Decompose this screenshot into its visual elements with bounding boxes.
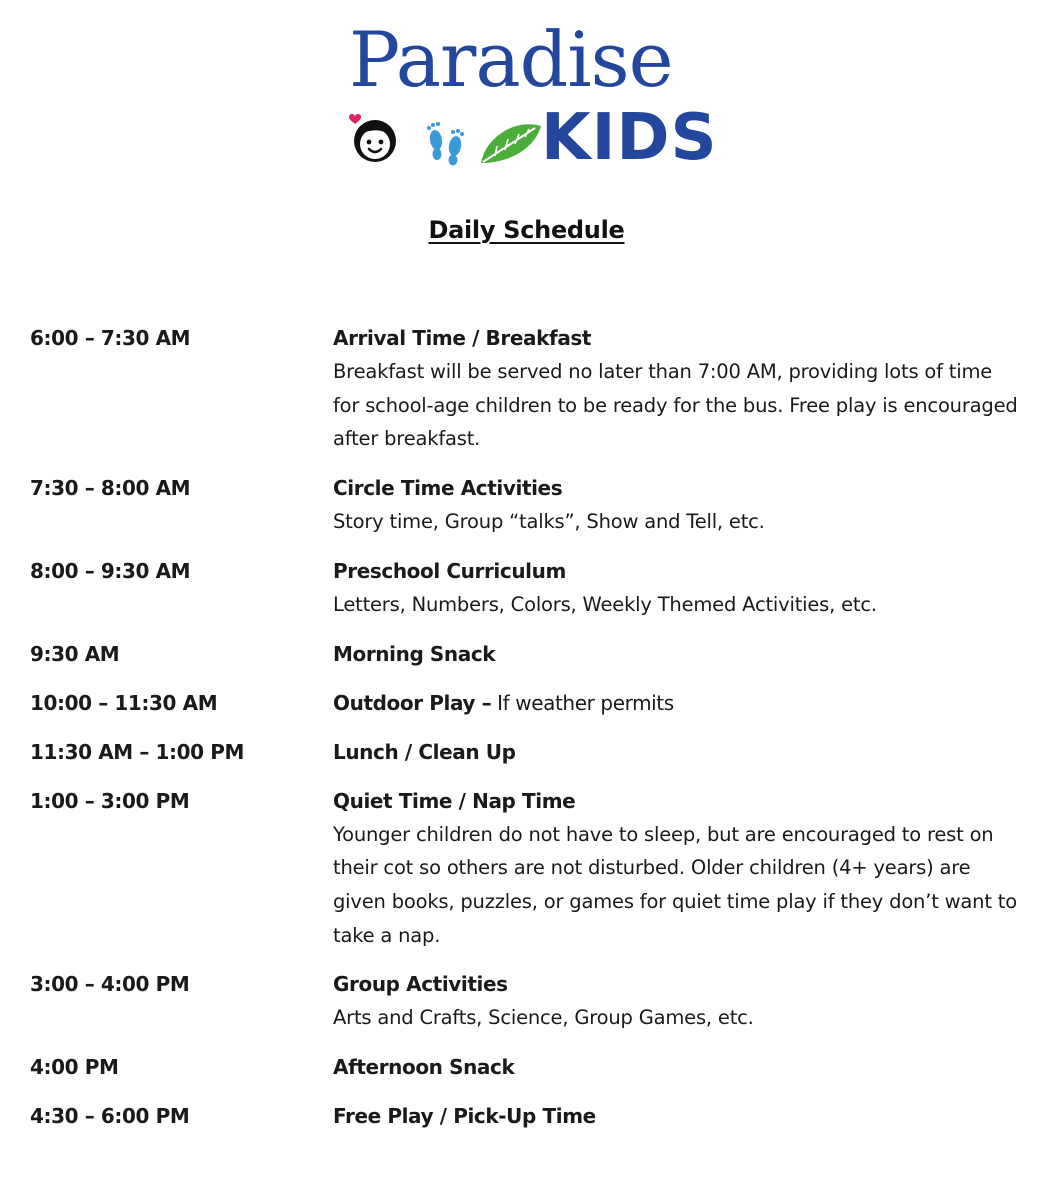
schedule-content [333, 554, 1023, 622]
schedule-heading [333, 686, 1023, 720]
page-title: Daily Schedule [428, 216, 625, 244]
schedule-heading-text: Quiet Time / Nap Time [333, 788, 576, 813]
child-face-icon [354, 120, 396, 162]
schedule-entry [30, 321, 1030, 456]
schedule-heading-text: Group Activities [333, 972, 508, 997]
schedule-entry [30, 471, 1030, 539]
schedule-content [333, 1099, 1023, 1133]
schedule-time: 3:00 – 4:00 PM [30, 972, 190, 997]
schedule-entry [30, 784, 1030, 953]
logo-icons [345, 108, 545, 168]
schedule-heading [333, 735, 1023, 769]
footprints-icon [427, 122, 464, 166]
schedule-heading-text: Circle Time Activities [333, 476, 563, 501]
schedule-heading-text: Outdoor Play – [333, 690, 492, 715]
leaf-icon [481, 124, 541, 163]
schedule-content [333, 784, 1023, 953]
schedule-description: Arts and Crafts, Science, Group Games, etc. [333, 1006, 754, 1030]
schedule-entry [30, 967, 1030, 1035]
schedule-description: Letters, Numbers, Colors, Weekly Themed Activities, etc. [333, 592, 877, 616]
schedule-entry [30, 735, 1030, 769]
schedule-heading [333, 471, 1023, 505]
heart-icon [349, 114, 361, 124]
schedule-heading [333, 1099, 1023, 1133]
schedule-list [30, 321, 1030, 1148]
schedule-description: Breakfast will be served no later than 7:00 AM, providing lots of time for school-age children to be ready for the bus. Free play is encouraged after breakfast. [333, 360, 1018, 451]
schedule-content [333, 735, 1023, 769]
schedule-entry [30, 1099, 1030, 1133]
logo-wordmark-kids: KIDS [541, 101, 718, 175]
schedule-heading [333, 1050, 1023, 1084]
schedule-heading [333, 784, 1023, 818]
schedule-heading-text: Morning Snack [333, 641, 496, 666]
schedule-entry [30, 1050, 1030, 1084]
schedule-content [333, 321, 1023, 456]
schedule-heading-text: Preschool Curriculum [333, 558, 566, 583]
schedule-description: Story time, Group “talks”, Show and Tell, etc. [333, 510, 765, 534]
schedule-content [333, 1050, 1023, 1084]
schedule-time: 4:00 PM [30, 1055, 119, 1080]
schedule-heading [333, 637, 1023, 671]
schedule-entry [30, 686, 1030, 720]
logo-wordmark-paradise: Paradise [349, 15, 673, 104]
schedule-content [333, 471, 1023, 539]
schedule-entry [30, 554, 1030, 622]
schedule-heading-text: Arrival Time / Breakfast [333, 326, 592, 350]
schedule-time: 9:30 AM [30, 641, 120, 666]
schedule-heading [333, 321, 1023, 355]
schedule-time: 10:00 – 11:30 AM [30, 690, 218, 715]
schedule-description: Younger children do not have to sleep, but are encouraged to rest on their cot so others are not disturbed. Older children (4+ years) are given books, puzzles, or games for quiet time play if they don’t want to take a nap. [333, 822, 1017, 947]
schedule-heading-text: Lunch / Clean Up [333, 739, 516, 764]
schedule-heading-text: Afternoon Snack [333, 1055, 515, 1080]
schedule-heading [333, 554, 1023, 588]
schedule-time: 1:00 – 3:00 PM [30, 788, 190, 813]
schedule-heading-note: If weather permits [491, 690, 674, 715]
schedule-heading-text: Free Play / Pick-Up Time [333, 1104, 596, 1129]
schedule-time: 8:00 – 9:30 AM [30, 558, 191, 583]
schedule-time: 7:30 – 8:00 AM [30, 476, 191, 501]
schedule-content [333, 686, 1023, 720]
schedule-time: 11:30 AM – 1:00 PM [30, 739, 245, 764]
schedule-entry [30, 637, 1030, 671]
schedule-heading [333, 967, 1023, 1001]
schedule-content [333, 637, 1023, 671]
paradise-kids-logo [345, 15, 718, 175]
schedule-content [333, 967, 1023, 1035]
schedule-time: 6:00 – 7:30 AM [30, 326, 191, 350]
schedule-time: 4:30 – 6:00 PM [30, 1104, 190, 1129]
